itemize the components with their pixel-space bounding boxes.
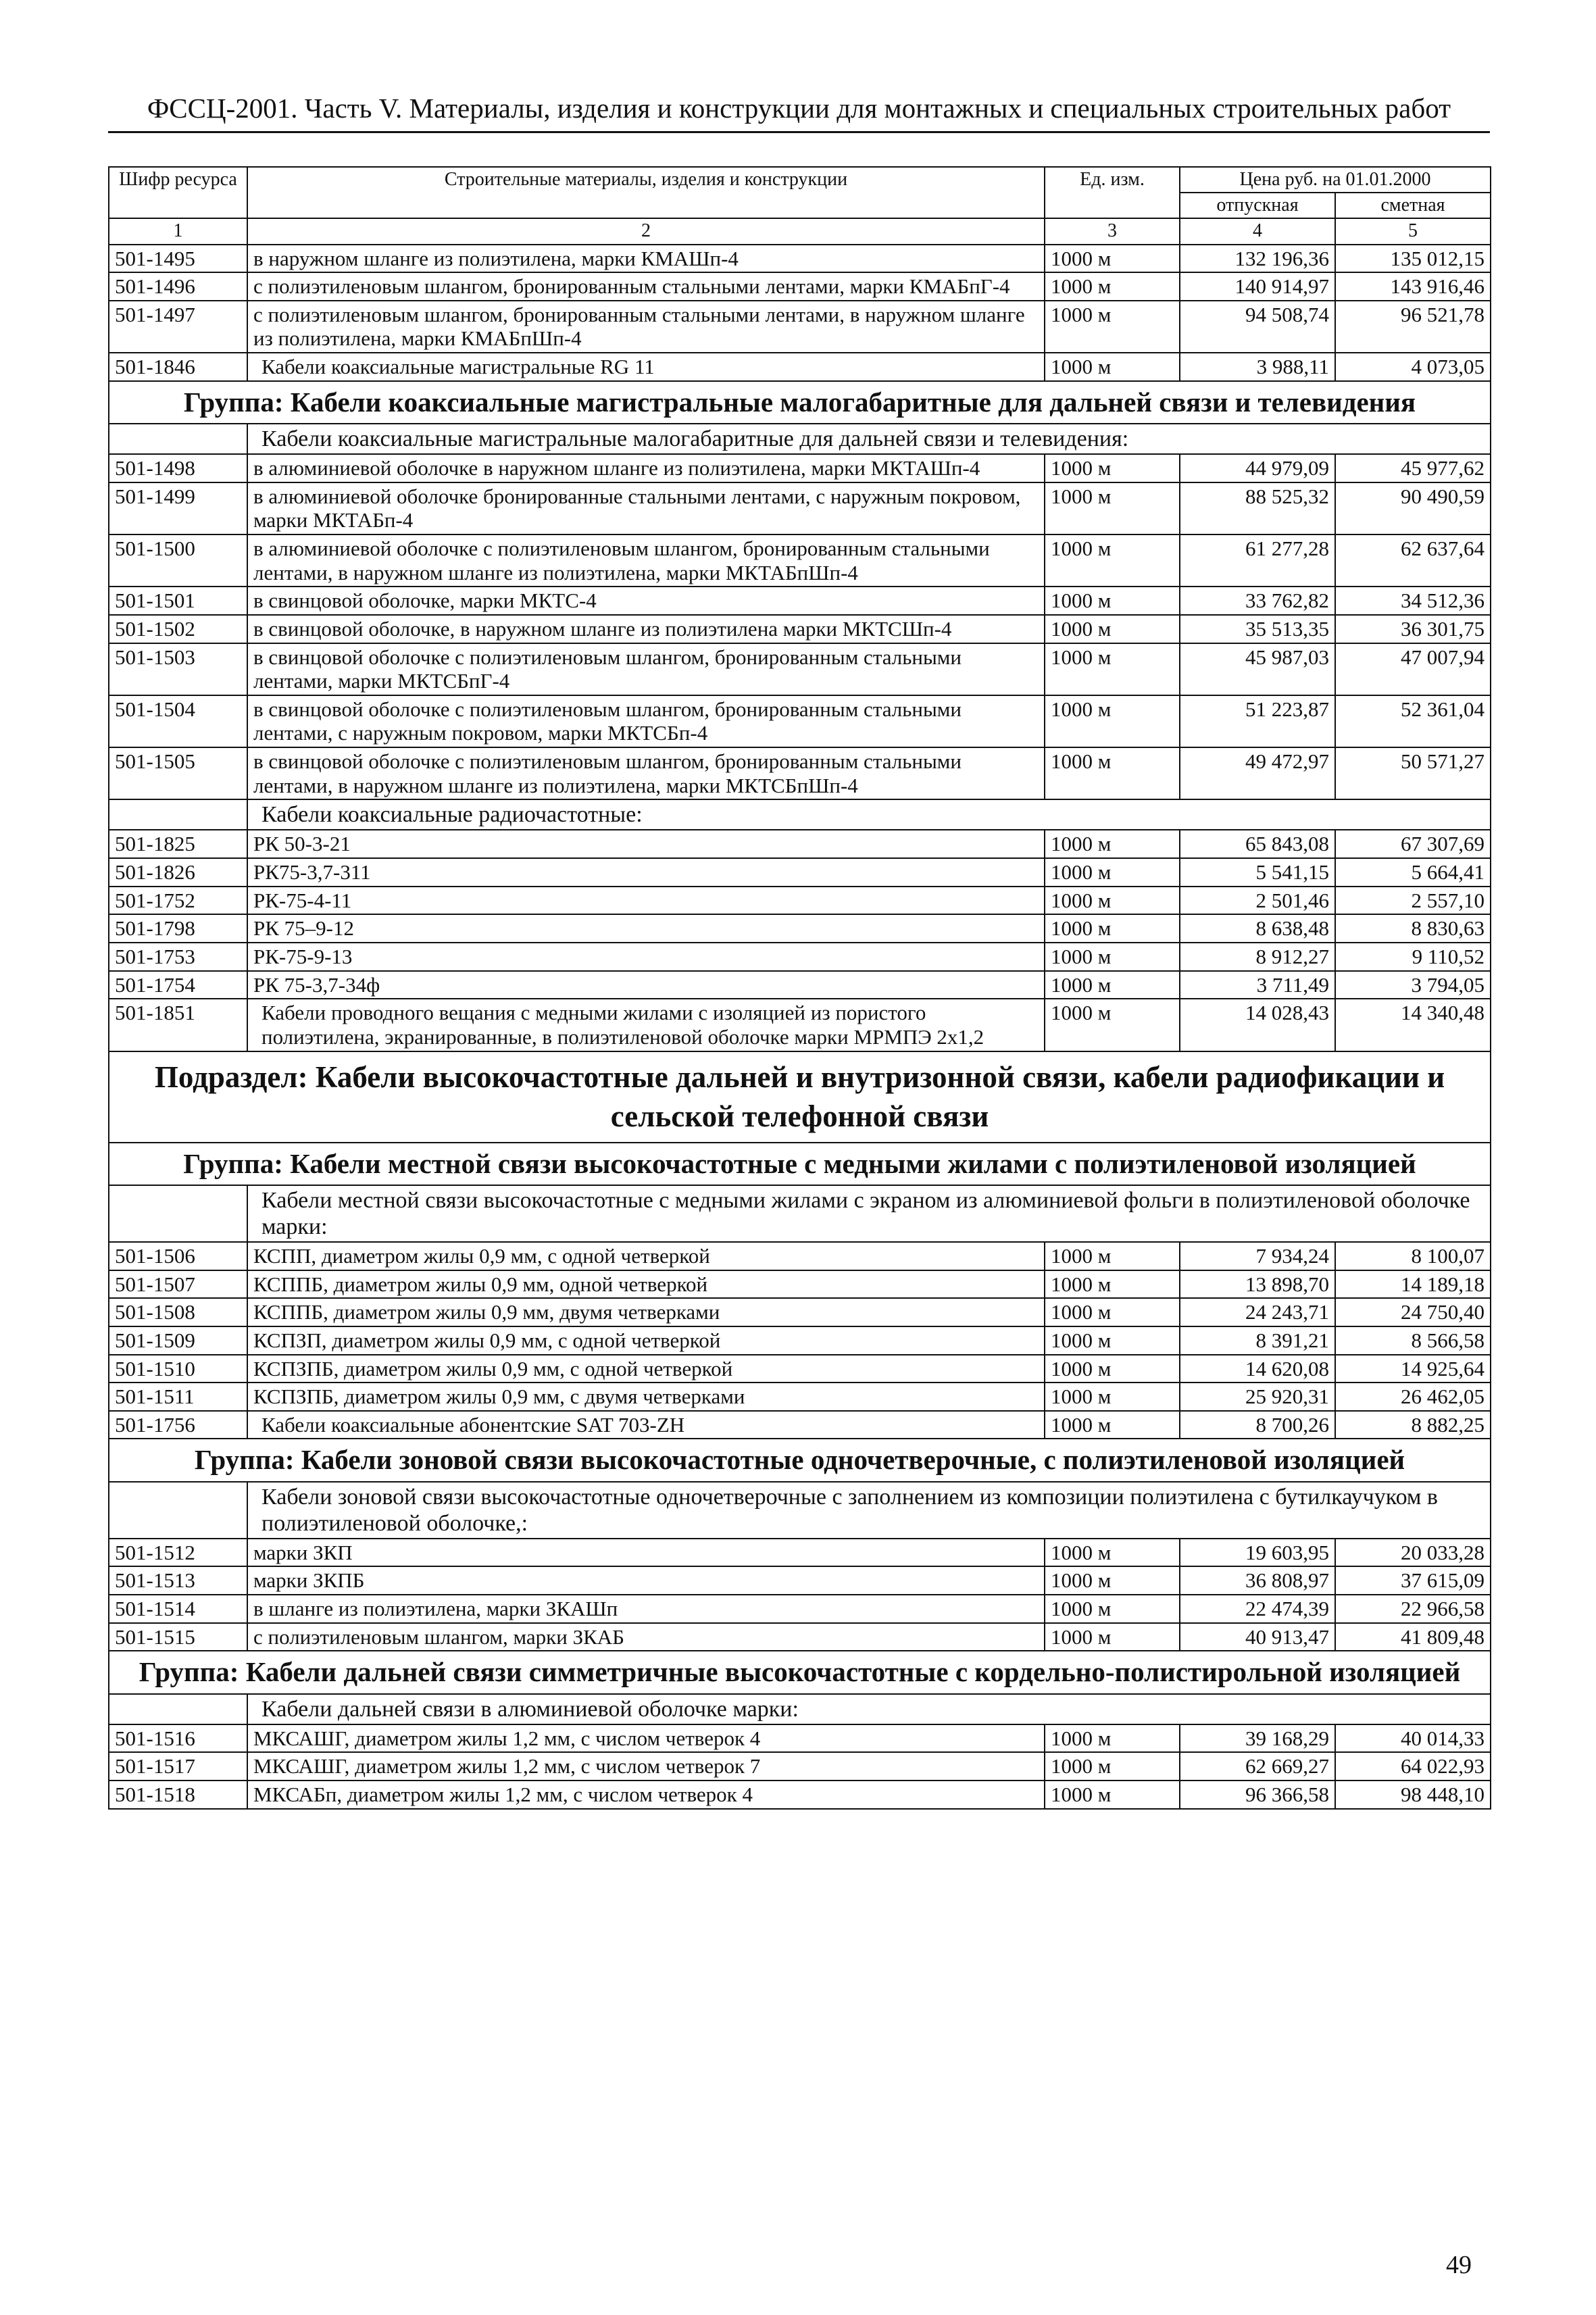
group-heading-row — [109, 1651, 1491, 1693]
resource-code: 501-1503 — [109, 643, 247, 695]
unit: 1000 м — [1045, 1355, 1180, 1383]
unit: 1000 м — [1045, 858, 1180, 887]
col-header-name: Строительные материалы, изделия и конструкции — [247, 167, 1045, 218]
price-estimate: 5 664,41 — [1335, 858, 1491, 887]
table-row — [109, 1566, 1491, 1595]
unit: 1000 м — [1045, 353, 1180, 381]
resource-code: 501-1846 — [109, 353, 247, 381]
resource-code: 501-1511 — [109, 1383, 247, 1411]
intro-blank — [109, 1185, 247, 1242]
material-name: с полиэтиленовым шлангом, бронированным стальными лентами, марки КМАБпГ-4 — [247, 272, 1045, 301]
unit: 1000 м — [1045, 482, 1180, 534]
resource-code: 501-1826 — [109, 858, 247, 887]
price-release: 25 920,31 — [1180, 1383, 1335, 1411]
resource-code: 501-1518 — [109, 1781, 247, 1809]
table-row — [109, 272, 1491, 301]
table-row — [109, 858, 1491, 887]
price-release: 3 711,49 — [1180, 971, 1335, 999]
table-row — [109, 887, 1491, 915]
resource-code: 501-1516 — [109, 1724, 247, 1753]
material-name: РК-75-9-13 — [247, 943, 1045, 971]
price-estimate: 45 977,62 — [1335, 454, 1491, 482]
table-row — [109, 1539, 1491, 1567]
unit: 1000 м — [1045, 301, 1180, 353]
price-estimate: 52 361,04 — [1335, 695, 1491, 747]
price-release: 35 513,35 — [1180, 615, 1335, 643]
material-name: марки ЗКПБ — [247, 1566, 1045, 1595]
price-release: 5 541,15 — [1180, 858, 1335, 887]
price-release: 14 028,43 — [1180, 999, 1335, 1051]
subsection-heading-row — [109, 1051, 1491, 1143]
unit: 1000 м — [1045, 1270, 1180, 1299]
column-number: 4 — [1180, 218, 1335, 244]
material-name: в алюминиевой оболочке в наружном шланге из полиэтилена, марки МКТАШп-4 — [247, 454, 1045, 482]
price-release: 19 603,95 — [1180, 1539, 1335, 1567]
resource-code: 501-1501 — [109, 587, 247, 615]
page-header: ФССЦ-2001. Часть V. Материалы, изделия и конструкции для монтажных и специальных строительных работ — [147, 93, 1451, 124]
unit: 1000 м — [1045, 830, 1180, 858]
table-row — [109, 747, 1491, 799]
price-estimate: 8 100,07 — [1335, 1242, 1491, 1270]
material-name: в свинцовой оболочке с полиэтиленовым шлангом, бронированным стальными лентами, марки МКТСБпГ-4 — [247, 643, 1045, 695]
unit: 1000 м — [1045, 887, 1180, 915]
price-estimate: 98 448,10 — [1335, 1781, 1491, 1809]
resource-code: 501-1851 — [109, 999, 247, 1051]
table-row — [109, 943, 1491, 971]
price-estimate: 50 571,27 — [1335, 747, 1491, 799]
price-estimate: 67 307,69 — [1335, 830, 1491, 858]
unit: 1000 м — [1045, 1595, 1180, 1623]
price-estimate: 62 637,64 — [1335, 534, 1491, 587]
unit: 1000 м — [1045, 1326, 1180, 1355]
table-row — [109, 245, 1491, 273]
unit: 1000 м — [1045, 943, 1180, 971]
table-row — [109, 971, 1491, 999]
price-estimate: 24 750,40 — [1335, 1298, 1491, 1326]
table-row — [109, 830, 1491, 858]
material-name: МКСАШГ, диаметром жилы 1,2 мм, с числом четверок 4 — [247, 1724, 1045, 1753]
unit: 1000 м — [1045, 1411, 1180, 1439]
intro-blank — [109, 424, 247, 454]
price-release: 40 913,47 — [1180, 1623, 1335, 1651]
unit: 1000 м — [1045, 1298, 1180, 1326]
price-estimate: 47 007,94 — [1335, 643, 1491, 695]
price-release: 8 912,27 — [1180, 943, 1335, 971]
resource-code: 501-1502 — [109, 615, 247, 643]
material-name: Кабели коаксиальные магистральные RG 11 — [247, 353, 1045, 381]
resource-code: 501-1825 — [109, 830, 247, 858]
price-release: 44 979,09 — [1180, 454, 1335, 482]
resource-code: 501-1498 — [109, 454, 247, 482]
table-row — [109, 1595, 1491, 1623]
material-name: МКСАШГ, диаметром жилы 1,2 мм, с числом четверок 7 — [247, 1752, 1045, 1781]
unit: 1000 м — [1045, 1566, 1180, 1595]
table-row — [109, 1355, 1491, 1383]
group-heading-row — [109, 1439, 1491, 1481]
intro-row — [109, 1482, 1491, 1539]
col-header-code: Шифр ресурса — [109, 167, 247, 218]
intro-text: Кабели коаксиальные радиочастотные: — [247, 799, 1491, 830]
unit: 1000 м — [1045, 245, 1180, 273]
price-estimate: 34 512,36 — [1335, 587, 1491, 615]
price-estimate: 143 916,46 — [1335, 272, 1491, 301]
unit: 1000 м — [1045, 695, 1180, 747]
table-row — [109, 1724, 1491, 1753]
unit: 1000 м — [1045, 643, 1180, 695]
price-release: 36 808,97 — [1180, 1566, 1335, 1595]
intro-row — [109, 424, 1491, 454]
intro-text: Кабели зоновой связи высокочастотные одночетверочные с заполнением из композиции полиэтилена с бутилкаучуком в полиэтиленовой оболочке,: — [247, 1482, 1491, 1539]
table-row — [109, 1623, 1491, 1651]
price-release: 24 243,71 — [1180, 1298, 1335, 1326]
resource-code: 501-1512 — [109, 1539, 247, 1567]
intro-blank — [109, 1694, 247, 1724]
unit: 1000 м — [1045, 1383, 1180, 1411]
intro-row — [109, 1185, 1491, 1242]
price-estimate: 26 462,05 — [1335, 1383, 1491, 1411]
price-release: 14 620,08 — [1180, 1355, 1335, 1383]
price-estimate: 135 012,15 — [1335, 245, 1491, 273]
price-estimate: 22 966,58 — [1335, 1595, 1491, 1623]
price-estimate: 20 033,28 — [1335, 1539, 1491, 1567]
col-header-estimate: сметная — [1335, 193, 1491, 218]
material-name: в шланге из полиэтилена, марки ЗКАШп — [247, 1595, 1045, 1623]
group-heading: Группа: Кабели дальней связи симметричные высокочастотные с кордельно-полистирольной изоляцией — [109, 1651, 1491, 1693]
group-heading: Группа: Кабели зоновой связи высокочастотные одночетверочные, с полиэтиленовой изоляцией — [109, 1439, 1491, 1481]
price-release: 96 366,58 — [1180, 1781, 1335, 1809]
resource-code: 501-1753 — [109, 943, 247, 971]
material-name: КСППБ, диаметром жилы 0,9 мм, одной четверкой — [247, 1270, 1045, 1299]
unit: 1000 м — [1045, 1623, 1180, 1651]
price-estimate: 4 073,05 — [1335, 353, 1491, 381]
unit: 1000 м — [1045, 971, 1180, 999]
resource-code: 501-1509 — [109, 1326, 247, 1355]
material-name: РК 50-3-21 — [247, 830, 1045, 858]
price-release: 8 700,26 — [1180, 1411, 1335, 1439]
unit: 1000 м — [1045, 615, 1180, 643]
price-release: 2 501,46 — [1180, 887, 1335, 915]
resource-code: 501-1500 — [109, 534, 247, 587]
table-row — [109, 1752, 1491, 1781]
price-release: 33 762,82 — [1180, 587, 1335, 615]
material-name: КСПП, диаметром жилы 0,9 мм, с одной четверкой — [247, 1242, 1045, 1270]
price-release: 3 988,11 — [1180, 353, 1335, 381]
price-release: 22 474,39 — [1180, 1595, 1335, 1623]
resource-code: 501-1754 — [109, 971, 247, 999]
table-row — [109, 1326, 1491, 1355]
price-release: 62 669,27 — [1180, 1752, 1335, 1781]
resource-code: 501-1510 — [109, 1355, 247, 1383]
unit: 1000 м — [1045, 1752, 1180, 1781]
intro-blank — [109, 799, 247, 830]
col-header-release: отпускная — [1180, 193, 1335, 218]
material-name: КСПЗП, диаметром жилы 0,9 мм, с одной четверкой — [247, 1326, 1045, 1355]
price-release: 61 277,28 — [1180, 534, 1335, 587]
material-name: РК-75-4-11 — [247, 887, 1045, 915]
unit: 1000 м — [1045, 914, 1180, 943]
material-name: в алюминиевой оболочке с полиэтиленовым шлангом, бронированным стальными лентами, в наружном шланге из полиэтилена, марки МКТАБпШп-4 — [247, 534, 1045, 587]
price-estimate: 40 014,33 — [1335, 1724, 1491, 1753]
material-name: в алюминиевой оболочке бронированные стальными лентами, с наружным покровом, марки МКТАБп-4 — [247, 482, 1045, 534]
resource-code: 501-1507 — [109, 1270, 247, 1299]
unit: 1000 м — [1045, 454, 1180, 482]
table-row — [109, 1411, 1491, 1439]
resource-code: 501-1499 — [109, 482, 247, 534]
price-estimate: 9 110,52 — [1335, 943, 1491, 971]
material-name: в свинцовой оболочке, марки МКТС-4 — [247, 587, 1045, 615]
column-number: 3 — [1045, 218, 1180, 244]
intro-text: Кабели местной связи высокочастотные с медными жилами с экраном из алюминиевой фольги в полиэтиленовой оболочке марки: — [247, 1185, 1491, 1242]
price-estimate: 36 301,75 — [1335, 615, 1491, 643]
table-row — [109, 1383, 1491, 1411]
price-release: 132 196,36 — [1180, 245, 1335, 273]
material-name: марки ЗКП — [247, 1539, 1045, 1567]
price-estimate: 3 794,05 — [1335, 971, 1491, 999]
resource-code: 501-1756 — [109, 1411, 247, 1439]
intro-row — [109, 1694, 1491, 1724]
unit: 1000 м — [1045, 1781, 1180, 1809]
column-number: 1 — [109, 218, 247, 244]
subsection-heading: Подраздел: Кабели высокочастотные дальней и внутризонной связи, кабели радиофикации и сельской телефонной связи — [109, 1051, 1491, 1143]
table-row — [109, 301, 1491, 353]
price-estimate: 8 882,25 — [1335, 1411, 1491, 1439]
unit: 1000 м — [1045, 534, 1180, 587]
price-table — [108, 166, 1491, 1810]
price-release: 51 223,87 — [1180, 695, 1335, 747]
column-number: 2 — [247, 218, 1045, 244]
price-release: 8 638,48 — [1180, 914, 1335, 943]
table-row — [109, 643, 1491, 695]
column-number-row — [109, 218, 1491, 244]
group-heading-row — [109, 381, 1491, 424]
resource-code: 501-1505 — [109, 747, 247, 799]
material-name: с полиэтиленовым шлангом, бронированным стальными лентами, в наружном шланге из полиэтилена, марки КМАБпШп-4 — [247, 301, 1045, 353]
resource-code: 501-1515 — [109, 1623, 247, 1651]
resource-code: 501-1495 — [109, 245, 247, 273]
price-estimate: 64 022,93 — [1335, 1752, 1491, 1781]
unit: 1000 м — [1045, 1724, 1180, 1753]
unit: 1000 м — [1045, 1539, 1180, 1567]
material-name: Кабели проводного вещания с медными жилами с изоляцией из пористого полиэтилена, экранированные, в полиэтиленовой оболочке марки МРМПЭ 2х1,2 — [247, 999, 1045, 1051]
intro-text: Кабели дальней связи в алюминиевой оболочке марки: — [247, 1694, 1491, 1724]
group-heading: Группа: Кабели местной связи высокочастотные с медными жилами с полиэтиленовой изоляцией — [109, 1143, 1491, 1185]
unit: 1000 м — [1045, 272, 1180, 301]
price-release: 88 525,32 — [1180, 482, 1335, 534]
price-estimate: 96 521,78 — [1335, 301, 1491, 353]
table-row — [109, 1242, 1491, 1270]
intro-row — [109, 799, 1491, 830]
price-estimate: 90 490,59 — [1335, 482, 1491, 534]
material-name: в свинцовой оболочке с полиэтиленовым шлангом, бронированным стальными лентами, с наружным покровом, марки МКТСБп-4 — [247, 695, 1045, 747]
resource-code: 501-1798 — [109, 914, 247, 943]
resource-code: 501-1496 — [109, 272, 247, 301]
material-name: с полиэтиленовым шлангом, марки ЗКАБ — [247, 1623, 1045, 1651]
material-name: в свинцовой оболочке с полиэтиленовым шлангом, бронированным стальными лентами, в наружном шланге из полиэтилена, марки МКТСБпШп-4 — [247, 747, 1045, 799]
price-estimate: 41 809,48 — [1335, 1623, 1491, 1651]
price-estimate: 14 189,18 — [1335, 1270, 1491, 1299]
material-name: РК 75–9-12 — [247, 914, 1045, 943]
resource-code: 501-1506 — [109, 1242, 247, 1270]
price-release: 45 987,03 — [1180, 643, 1335, 695]
table-row — [109, 1298, 1491, 1326]
table-row — [109, 695, 1491, 747]
table-row — [109, 1270, 1491, 1299]
material-name: КСППБ, диаметром жилы 0,9 мм, двумя четверками — [247, 1298, 1045, 1326]
page-number: 49 — [1446, 2251, 1472, 2279]
price-estimate: 8 830,63 — [1335, 914, 1491, 943]
header-rule — [108, 131, 1490, 133]
price-release: 49 472,97 — [1180, 747, 1335, 799]
material-name: КСПЗПБ, диаметром жилы 0,9 мм, с одной четверкой — [247, 1355, 1045, 1383]
group-heading-row — [109, 1143, 1491, 1185]
material-name: РК75-3,7-311 — [247, 858, 1045, 887]
material-name: МКСАБп, диаметром жилы 1,2 мм, с числом четверок 4 — [247, 1781, 1045, 1809]
col-header-price: Цена руб. на 01.01.2000 — [1180, 167, 1491, 193]
material-name: в наружном шланге из полиэтилена, марки КМАШп-4 — [247, 245, 1045, 273]
material-name: КСПЗПБ, диаметром жилы 0,9 мм, с двумя четверками — [247, 1383, 1045, 1411]
resource-code: 501-1497 — [109, 301, 247, 353]
unit: 1000 м — [1045, 747, 1180, 799]
price-estimate: 8 566,58 — [1335, 1326, 1491, 1355]
material-name: РК 75-3,7-34ф — [247, 971, 1045, 999]
price-release: 13 898,70 — [1180, 1270, 1335, 1299]
table-row — [109, 353, 1491, 381]
material-name: Кабели коаксиальные абонентские SAT 703-ZH — [247, 1411, 1045, 1439]
resource-code: 501-1504 — [109, 695, 247, 747]
table-row — [109, 534, 1491, 587]
resource-code: 501-1514 — [109, 1595, 247, 1623]
resource-code: 501-1517 — [109, 1752, 247, 1781]
price-release: 94 508,74 — [1180, 301, 1335, 353]
resource-code: 501-1752 — [109, 887, 247, 915]
resource-code: 501-1508 — [109, 1298, 247, 1326]
table-row — [109, 454, 1491, 482]
resource-code: 501-1513 — [109, 1566, 247, 1595]
price-estimate: 14 925,64 — [1335, 1355, 1491, 1383]
table-row — [109, 482, 1491, 534]
unit: 1000 м — [1045, 1242, 1180, 1270]
table-row — [109, 999, 1491, 1051]
intro-text: Кабели коаксиальные магистральные малогабаритные для дальней связи и телевидения: — [247, 424, 1491, 454]
table-row — [109, 914, 1491, 943]
price-estimate: 14 340,48 — [1335, 999, 1491, 1051]
col-header-unit: Ед. изм. — [1045, 167, 1180, 218]
table-row — [109, 587, 1491, 615]
table-row — [109, 615, 1491, 643]
table-row — [109, 1781, 1491, 1809]
column-number: 5 — [1335, 218, 1491, 244]
price-release: 65 843,08 — [1180, 830, 1335, 858]
price-estimate: 2 557,10 — [1335, 887, 1491, 915]
price-release: 7 934,24 — [1180, 1242, 1335, 1270]
price-release: 39 168,29 — [1180, 1724, 1335, 1753]
price-release: 8 391,21 — [1180, 1326, 1335, 1355]
intro-blank — [109, 1482, 247, 1539]
material-name: в свинцовой оболочке, в наружном шланге из полиэтилена марки МКТСШп-4 — [247, 615, 1045, 643]
price-release: 140 914,97 — [1180, 272, 1335, 301]
unit: 1000 м — [1045, 587, 1180, 615]
price-estimate: 37 615,09 — [1335, 1566, 1491, 1595]
unit: 1000 м — [1045, 999, 1180, 1051]
group-heading: Группа: Кабели коаксиальные магистральные малогабаритные для дальней связи и телевидения — [109, 381, 1491, 424]
